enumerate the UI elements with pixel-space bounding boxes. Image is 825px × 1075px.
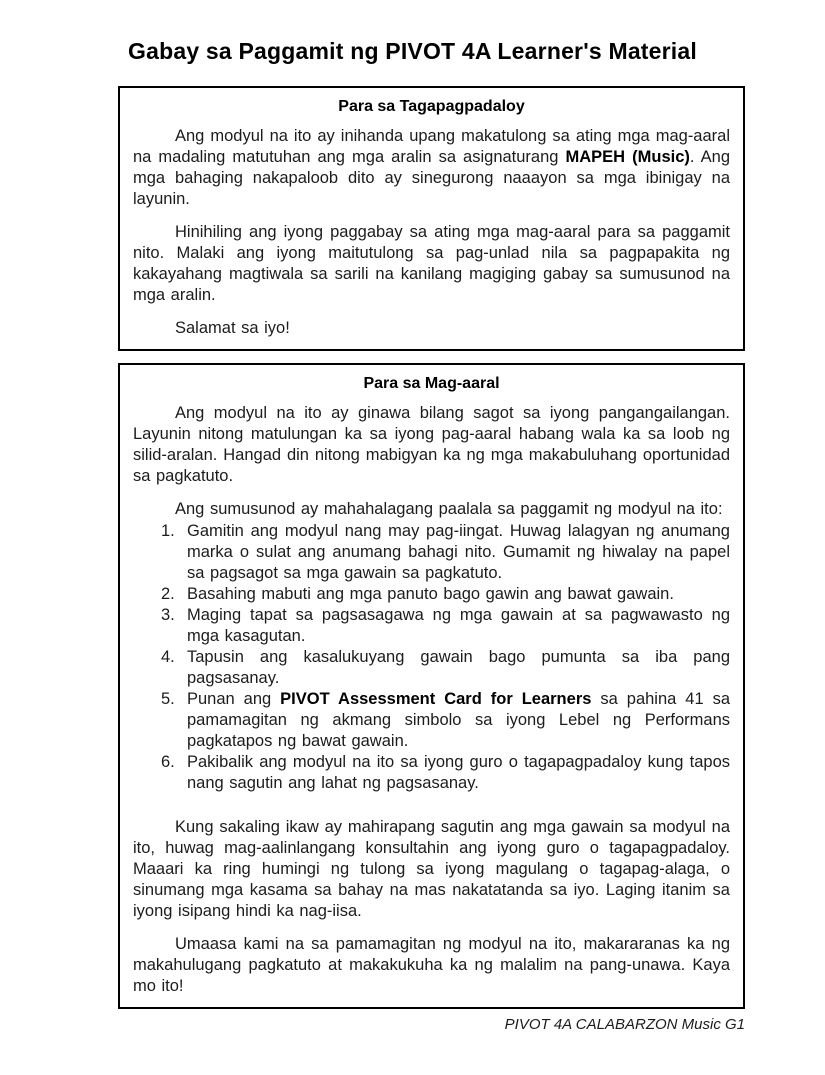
- list-item-text: [187, 584, 730, 605]
- list-item-number: 2.: [161, 585, 175, 603]
- facilitator-closing: Salamat sa iyo!: [175, 319, 290, 337]
- paragraph-text: Maging tapat sa pagsasagawa ng mga gawain at sa pagwawasto ng mga kasagutan.: [187, 606, 730, 645]
- facilitator-paragraph-1: [133, 126, 730, 210]
- paragraph-text: Pakibalik ang modyul na ito sa iyong guro o tagapagpadaloy kung tapos nang sagutin ang lahat ng pagsasanay.: [187, 753, 730, 792]
- list-item-text: [187, 605, 730, 647]
- learner-paragraph-1: Ang modyul na ito ay ginawa bilang sagot sa iyong pangangailangan. Layunin nitong matulungan ka sa iyong pag-aaral habang wala ka sa loob ng silid-aralan. Hangad din nitong mabigyan ka ng mga makabuluhang oportunidad sa pagkatuto.: [133, 404, 730, 485]
- list-item-text: [187, 689, 730, 752]
- learner-heading: Para sa Mag-aaral: [363, 375, 500, 392]
- list-item-text: [187, 521, 730, 584]
- learner-paragraph-3: Kung sakaling ikaw ay mahirapang sagutin ang mga gawain sa modyul na ito, huwag mag-aalinlangang konsultahin ang iyong guro o tagapagpadaloy. Maaari ka ring humingi ng tulong sa iyong magulang o tagapag-alaga, o sinumang mga kasama sa bahay na mas nakatatanda sa iyo. Laging itanim sa iyong isipang hindi ka nag-iisa.: [133, 818, 730, 920]
- mapeh-bold-text: MAPEH (Music): [565, 148, 690, 166]
- learner-paragraph-4: Umaasa kami na sa pamamagitan ng modyul na ito, makararanas ka ng makahulugang pagkatuto at makakukuha ka ng malalim na pang-unawa. Kaya mo ito!: [133, 935, 730, 995]
- paragraph-text: Tapusin ang kasalukuyang gawain bago pumunta sa iba pang pagsasanay.: [187, 648, 730, 687]
- list-item-text: [187, 752, 730, 794]
- facilitator-heading: Para sa Tagapagpadaloy: [338, 98, 525, 115]
- page-footer: PIVOT 4A CALABARZON Music G1: [504, 1016, 745, 1033]
- paragraph-text: Ang modyul na ito ay inihanda upang makatulong sa ating mga mag-aaral na madaling matutuhan ang mga aralin sa asignaturang: [133, 127, 730, 166]
- learner-paragraph-2: Ang sumusunod ay mahahalagang paalala sa paggamit ng modyul na ito:: [175, 500, 723, 518]
- pivot-card-bold-text: PIVOT Assessment Card for Learners: [280, 690, 592, 708]
- paragraph-text: Basahing mabuti ang mga panuto bago gawin ang bawat gawain.: [187, 585, 674, 603]
- list-item-number: 6.: [161, 753, 175, 771]
- learner-section: [118, 363, 745, 1009]
- list-item-number: 1.: [161, 522, 175, 540]
- paragraph-text: . Ang mga bahaging nakapaloob dito ay sinegurong naaayon sa mga ibinigay na layunin.: [133, 148, 730, 208]
- page-title: Gabay sa Paggamit ng PIVOT 4A Learner's Material: [128, 38, 697, 64]
- paragraph-text: sa pahina 41 sa pamamagitan ng akmang simbolo sa iyong Lebel ng Performans pagkatapos ng bawat gawain.: [187, 690, 731, 750]
- facilitator-paragraph-2: Hinihiling ang iyong paggabay sa ating mga mag-aaral para sa paggamit nito. Malaki ang iyong maitutulong sa pag-unlad nila sa pagpapakita ng kakayahang magtiwala sa sarili na kanilang magiging gabay sa sumusunod na mga aralin.: [133, 223, 730, 304]
- list-item-text: [187, 647, 730, 689]
- list-item-number: 3.: [161, 606, 175, 624]
- list-item: [161, 752, 730, 794]
- list-item: [161, 647, 730, 689]
- facilitator-section: [118, 86, 745, 351]
- list-item: [161, 521, 730, 584]
- list-item-number: 4.: [161, 648, 175, 666]
- reminder-list: [133, 521, 730, 794]
- paragraph-text: Gamitin ang modyul nang may pag-iingat. Huwag lalagyan ng anumang marka o sulat ang anumang bahagi nito. Gumamit ng hiwalay na papel sa pagsagot sa mga gawain sa pagkatuto.: [187, 522, 730, 582]
- paragraph-text: Punan ang: [187, 690, 281, 708]
- list-item-number: 5.: [161, 690, 175, 708]
- list-item: [161, 584, 730, 605]
- list-item: [161, 689, 730, 752]
- list-item: [161, 605, 730, 647]
